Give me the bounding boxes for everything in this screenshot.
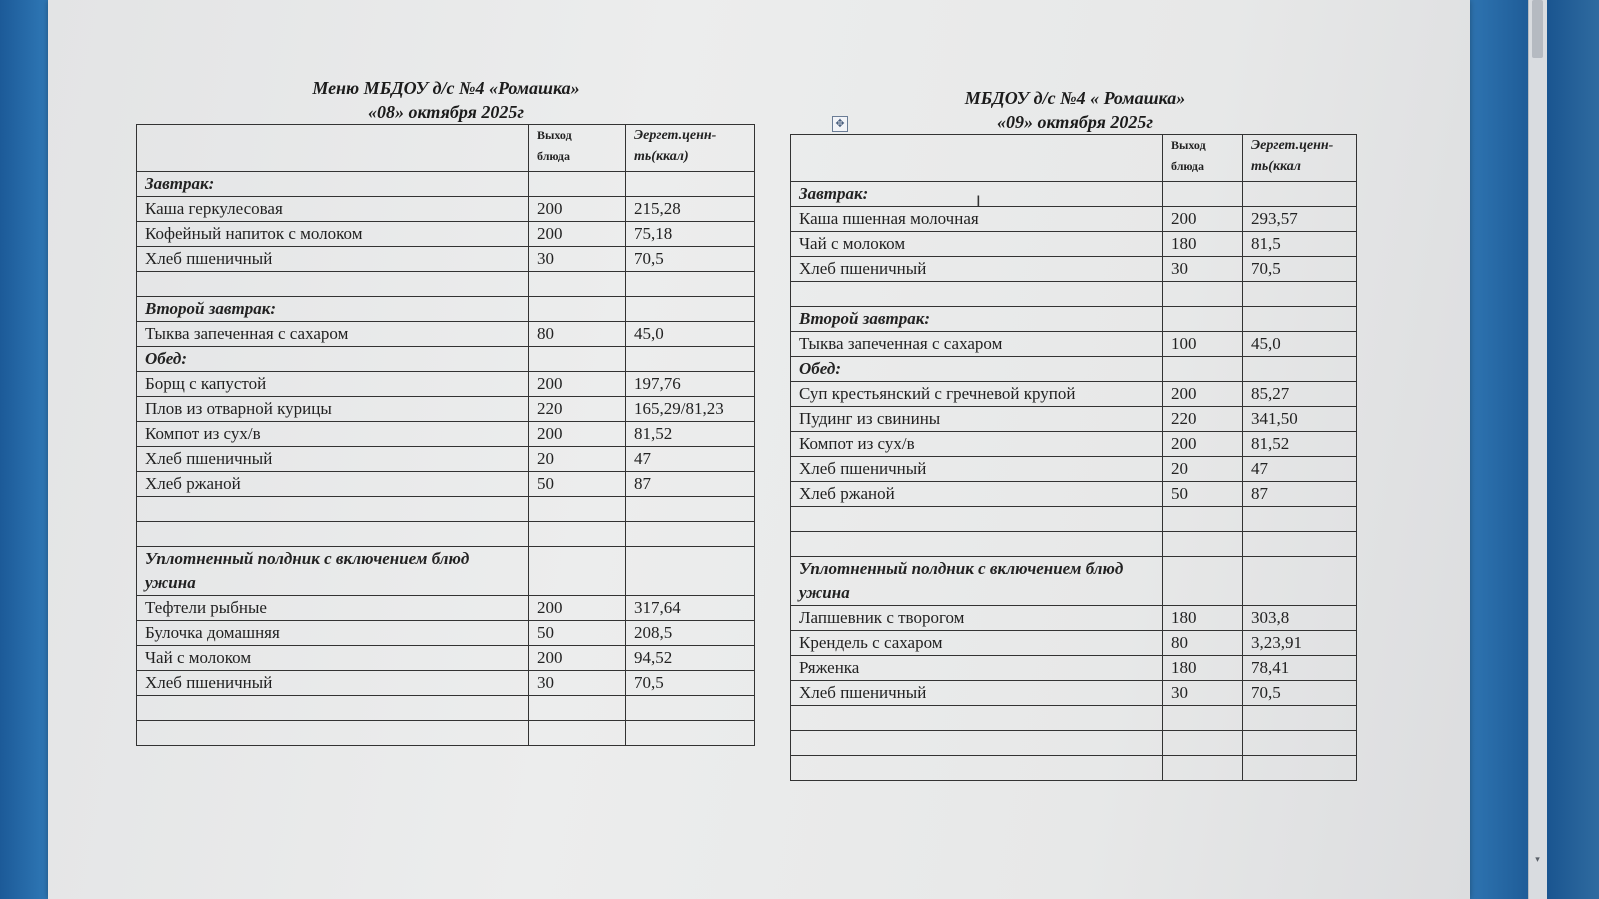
header-output-line-1: Выход xyxy=(1171,138,1206,152)
empty-cell xyxy=(1243,557,1357,606)
empty-row xyxy=(791,706,1357,731)
empty-row xyxy=(791,507,1357,532)
menu-title-line-1: Меню МБДОУ д/с №4 «Ромашка» xyxy=(312,78,580,98)
dish-row xyxy=(137,397,755,422)
desktop-background-left xyxy=(0,0,48,899)
empty-cell xyxy=(1163,532,1243,557)
dish-row xyxy=(791,382,1357,407)
empty-cell xyxy=(791,706,1163,731)
table-move-handle-icon[interactable]: ✥ xyxy=(832,116,848,132)
header-dish-cell xyxy=(791,135,1163,182)
dish-output-cell: 200 xyxy=(529,197,626,222)
dish-name-cell: Хлеб пшеничный xyxy=(791,257,1163,282)
dish-name-cell: Хлеб ржаной xyxy=(137,472,529,497)
dish-row xyxy=(791,482,1357,507)
dish-energy-cell: 75,18 xyxy=(626,222,755,247)
dish-name-cell: Хлеб пшеничный xyxy=(791,457,1163,482)
dish-output-cell: 180 xyxy=(1163,656,1243,681)
header-energy-line-1: Эергет.ценн- xyxy=(1251,138,1334,153)
header-output-line-1: Выход xyxy=(537,128,572,142)
meal-section-row xyxy=(137,172,755,197)
empty-cell xyxy=(626,522,755,547)
dish-output-cell: 50 xyxy=(529,621,626,646)
dish-row xyxy=(791,257,1357,282)
dish-row xyxy=(137,197,755,222)
menu-table xyxy=(136,124,755,746)
dish-energy-cell: 208,5 xyxy=(626,621,755,646)
dish-energy-cell: 87 xyxy=(626,472,755,497)
dish-output-cell: 220 xyxy=(1163,407,1243,432)
dish-name-cell: Каша пшенная молочная xyxy=(791,207,1163,232)
scrollbar-thumb[interactable] xyxy=(1532,0,1543,58)
dish-energy-cell: 3,23,91 xyxy=(1243,631,1357,656)
dish-energy-cell: 85,27 xyxy=(1243,382,1357,407)
dish-energy-cell: 303,8 xyxy=(1243,606,1357,631)
empty-cell xyxy=(626,172,755,197)
empty-row xyxy=(137,696,755,721)
dish-output-cell: 180 xyxy=(1163,232,1243,257)
dish-name-cell: Каша геркулесовая xyxy=(137,197,529,222)
dish-energy-cell: 197,76 xyxy=(626,372,755,397)
empty-row xyxy=(137,522,755,547)
empty-cell xyxy=(529,522,626,547)
empty-cell xyxy=(1163,307,1243,332)
empty-cell xyxy=(529,297,626,322)
dish-name-cell: Чай с молоком xyxy=(137,646,529,671)
dish-energy-cell: 45,0 xyxy=(626,322,755,347)
dish-energy-cell: 94,52 xyxy=(626,646,755,671)
dish-name-cell: Булочка домашняя xyxy=(137,621,529,646)
menu-day-2 xyxy=(790,86,1360,781)
empty-cell xyxy=(791,282,1163,307)
dish-name-cell: Пудинг из свинины xyxy=(791,407,1163,432)
header-output-cell xyxy=(1163,135,1243,182)
dish-output-cell: 100 xyxy=(1163,332,1243,357)
meal-section-label: Второй завтрак: xyxy=(791,307,1163,332)
header-output-cell xyxy=(529,125,626,172)
empty-cell xyxy=(1243,706,1357,731)
meal-section-row xyxy=(791,557,1357,606)
dish-output-cell: 200 xyxy=(1163,207,1243,232)
empty-cell xyxy=(791,507,1163,532)
dish-output-cell: 30 xyxy=(529,671,626,696)
dish-name-cell: Крендель с сахаром xyxy=(791,631,1163,656)
empty-cell xyxy=(137,522,529,547)
empty-row xyxy=(791,756,1357,781)
dish-row xyxy=(137,247,755,272)
empty-cell xyxy=(1163,182,1243,207)
empty-cell xyxy=(529,497,626,522)
dish-row xyxy=(137,671,755,696)
meal-section-label: Уплотненный полдник с включением блюд ужина xyxy=(791,557,1163,606)
dish-energy-cell: 317,64 xyxy=(626,596,755,621)
dish-output-cell: 200 xyxy=(529,222,626,247)
dish-output-cell: 220 xyxy=(529,397,626,422)
meal-section-row xyxy=(791,307,1357,332)
dish-output-cell: 200 xyxy=(529,596,626,621)
empty-cell xyxy=(626,547,755,596)
menu-date: «08» октября 2025г xyxy=(367,102,525,122)
menu-date: «09» октября 2025г xyxy=(996,112,1154,132)
dish-name-cell: Тыква запеченная с сахаром xyxy=(791,332,1163,357)
empty-row xyxy=(791,731,1357,756)
dish-name-cell: Ряженка xyxy=(791,656,1163,681)
empty-cell xyxy=(791,731,1163,756)
empty-cell xyxy=(791,756,1163,781)
dish-name-cell: Плов из отварной курицы xyxy=(137,397,529,422)
empty-cell xyxy=(1243,532,1357,557)
header-energy-cell xyxy=(1243,135,1357,182)
empty-cell xyxy=(529,272,626,297)
dish-energy-cell: 293,57 xyxy=(1243,207,1357,232)
header-output-line-2: блюда xyxy=(537,149,570,163)
header-dish-cell xyxy=(137,125,529,172)
dish-output-cell: 30 xyxy=(1163,681,1243,706)
dish-name-cell: Тыква запеченная с сахаром xyxy=(137,322,529,347)
dish-name-cell: Хлеб пшеничный xyxy=(137,671,529,696)
dish-energy-cell: 341,50 xyxy=(1243,407,1357,432)
header-output-line-2: блюда xyxy=(1171,159,1204,173)
dish-energy-cell: 47 xyxy=(1243,457,1357,482)
dish-output-cell: 50 xyxy=(1163,482,1243,507)
meal-section-label: Обед: xyxy=(137,347,529,372)
empty-cell xyxy=(791,532,1163,557)
empty-cell xyxy=(529,696,626,721)
header-energy-line-2: ть(ккал xyxy=(1251,159,1301,174)
dish-energy-cell: 215,28 xyxy=(626,197,755,222)
empty-row xyxy=(137,497,755,522)
dish-name-cell: Чай с молоком xyxy=(791,232,1163,257)
document-page xyxy=(48,0,1470,899)
dish-row xyxy=(791,631,1357,656)
dish-name-cell: Кофейный напиток с молоком xyxy=(137,222,529,247)
empty-cell xyxy=(1163,731,1243,756)
meal-section-row xyxy=(137,547,755,596)
dish-energy-cell: 45,0 xyxy=(1243,332,1357,357)
dish-row xyxy=(791,656,1357,681)
dish-row xyxy=(137,422,755,447)
dish-name-cell: Суп крестьянский с гречневой крупой xyxy=(791,382,1163,407)
meal-section-row xyxy=(791,357,1357,382)
dish-energy-cell: 70,5 xyxy=(626,247,755,272)
dish-name-cell: Хлеб пшеничный xyxy=(137,247,529,272)
empty-cell xyxy=(1243,731,1357,756)
empty-cell xyxy=(1163,282,1243,307)
menu-day-1 xyxy=(136,76,756,746)
menu-title xyxy=(790,86,1360,134)
dish-row xyxy=(791,232,1357,257)
menu-title-line-1: МБДОУ д/с №4 « Ромашка» xyxy=(964,88,1186,108)
dish-row xyxy=(137,596,755,621)
table-header-row xyxy=(791,135,1357,182)
dish-output-cell: 200 xyxy=(529,646,626,671)
dish-output-cell: 200 xyxy=(529,372,626,397)
empty-cell xyxy=(626,272,755,297)
dish-row xyxy=(791,681,1357,706)
dish-row xyxy=(791,457,1357,482)
menu-table xyxy=(790,134,1357,781)
menu-title xyxy=(136,76,756,124)
empty-cell xyxy=(1163,557,1243,606)
empty-cell xyxy=(529,547,626,596)
empty-cell xyxy=(137,497,529,522)
header-energy-cell xyxy=(626,125,755,172)
empty-cell xyxy=(1243,756,1357,781)
dish-row xyxy=(137,472,755,497)
empty-cell xyxy=(1243,307,1357,332)
dish-name-cell: Хлеб ржаной xyxy=(791,482,1163,507)
dish-row xyxy=(791,332,1357,357)
dish-name-cell: Лапшевник с творогом xyxy=(791,606,1163,631)
empty-cell xyxy=(529,347,626,372)
dish-output-cell: 80 xyxy=(1163,631,1243,656)
dish-name-cell: Компот из сух/в xyxy=(791,432,1163,457)
header-energy-line-1: Эергет.ценн- xyxy=(634,128,717,143)
dish-energy-cell: 165,29/81,23 xyxy=(626,397,755,422)
meal-section-row xyxy=(791,182,1357,207)
vertical-scrollbar[interactable] xyxy=(1528,0,1547,899)
dish-energy-cell: 81,52 xyxy=(626,422,755,447)
empty-cell xyxy=(529,172,626,197)
dish-output-cell: 30 xyxy=(529,247,626,272)
dish-name-cell: Борщ с капустой xyxy=(137,372,529,397)
dish-output-cell: 50 xyxy=(529,472,626,497)
dish-output-cell: 180 xyxy=(1163,606,1243,631)
dish-output-cell: 30 xyxy=(1163,257,1243,282)
dish-energy-cell: 81,5 xyxy=(1243,232,1357,257)
meal-section-label: Обед: xyxy=(791,357,1163,382)
empty-cell xyxy=(1163,706,1243,731)
dish-name-cell: Компот из сух/в xyxy=(137,422,529,447)
dish-output-cell: 20 xyxy=(1163,457,1243,482)
empty-cell xyxy=(1163,507,1243,532)
empty-row xyxy=(137,721,755,746)
dish-row xyxy=(137,222,755,247)
table-header-row xyxy=(137,125,755,172)
empty-row xyxy=(791,282,1357,307)
empty-cell xyxy=(626,347,755,372)
dish-energy-cell: 47 xyxy=(626,447,755,472)
empty-cell xyxy=(1243,182,1357,207)
dish-output-cell: 200 xyxy=(1163,382,1243,407)
dish-row xyxy=(137,372,755,397)
dish-energy-cell: 78,41 xyxy=(1243,656,1357,681)
empty-cell xyxy=(1243,282,1357,307)
empty-cell xyxy=(1243,507,1357,532)
empty-row xyxy=(791,532,1357,557)
empty-cell xyxy=(137,721,529,746)
dish-energy-cell: 70,5 xyxy=(1243,681,1357,706)
meal-section-label: Уплотненный полдник с включением блюд ужина xyxy=(137,547,529,596)
dish-row xyxy=(791,207,1357,232)
dish-output-cell: 20 xyxy=(529,447,626,472)
dish-row xyxy=(137,447,755,472)
scroll-down-arrow-icon[interactable]: ▾ xyxy=(1535,855,1540,865)
dish-row xyxy=(791,606,1357,631)
empty-cell xyxy=(626,497,755,522)
dish-energy-cell: 70,5 xyxy=(1243,257,1357,282)
meal-section-label: Завтрак: xyxy=(137,172,529,197)
meal-section-row xyxy=(137,297,755,322)
dish-row xyxy=(137,322,755,347)
empty-cell xyxy=(1163,357,1243,382)
dish-name-cell: Тефтели рыбные xyxy=(137,596,529,621)
dish-name-cell: Хлеб пшеничный xyxy=(791,681,1163,706)
empty-cell xyxy=(626,297,755,322)
dish-row xyxy=(791,432,1357,457)
dish-energy-cell: 81,52 xyxy=(1243,432,1357,457)
empty-cell xyxy=(626,696,755,721)
meal-section-label: Второй завтрак: xyxy=(137,297,529,322)
meal-section-row xyxy=(137,347,755,372)
empty-cell xyxy=(1243,357,1357,382)
meal-section-label: Завтрак: xyxy=(791,182,1163,207)
dish-energy-cell: 87 xyxy=(1243,482,1357,507)
empty-cell xyxy=(137,272,529,297)
empty-cell xyxy=(529,721,626,746)
dish-name-cell: Хлеб пшеничный xyxy=(137,447,529,472)
dish-output-cell: 200 xyxy=(529,422,626,447)
dish-output-cell: 80 xyxy=(529,322,626,347)
empty-cell xyxy=(626,721,755,746)
dish-energy-cell: 70,5 xyxy=(626,671,755,696)
dish-row xyxy=(137,646,755,671)
header-energy-line-2: ть(ккал) xyxy=(634,149,689,164)
empty-cell xyxy=(1163,756,1243,781)
dish-row xyxy=(137,621,755,646)
empty-row xyxy=(137,272,755,297)
empty-cell xyxy=(137,696,529,721)
text-cursor-icon: I xyxy=(976,192,981,211)
dish-row xyxy=(791,407,1357,432)
dish-output-cell: 200 xyxy=(1163,432,1243,457)
